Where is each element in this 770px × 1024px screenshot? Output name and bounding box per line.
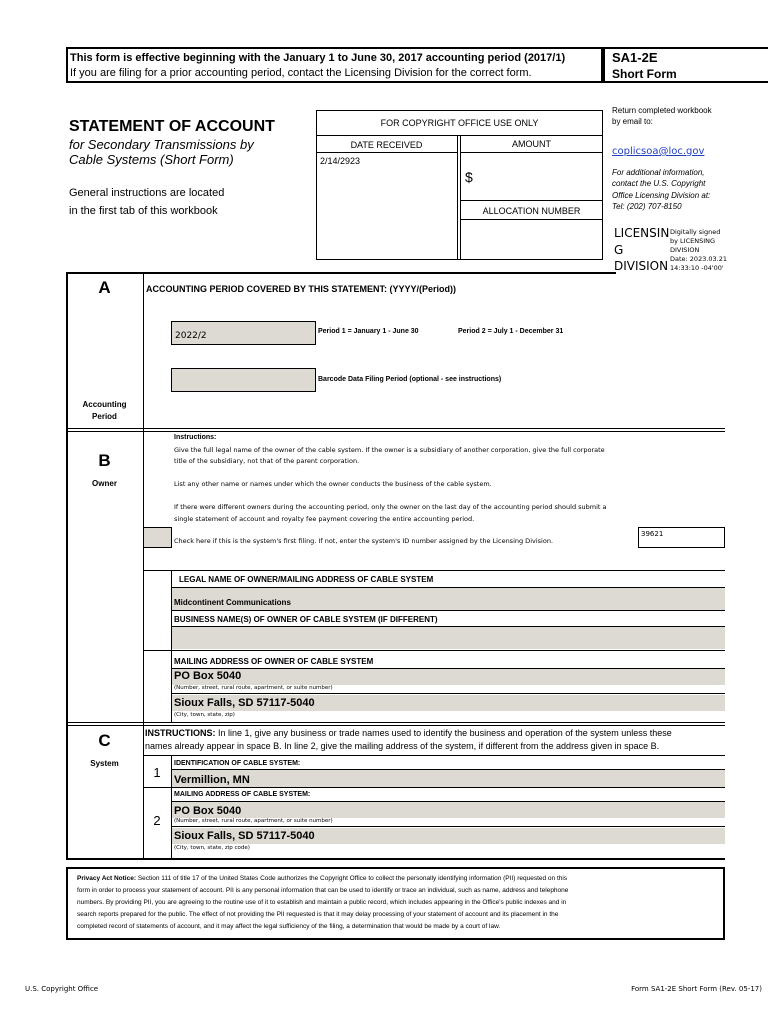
- page-subtitle-2: Cable Systems (Short Form): [69, 152, 234, 167]
- section-c-instructions-line2: names already appear in space B. In line 2, give the mailing address of the system, if different from the address given in space B.: [145, 741, 660, 751]
- system-street-caption: (Number, street, rural route, apartment, or suite number): [174, 818, 333, 824]
- section-c-letter: C: [98, 731, 111, 750]
- form-bottom-border: [66, 858, 725, 860]
- signature-detail-5: 14:33:10 -04'00': [670, 264, 724, 272]
- business-names-heading: BUSINESS NAME(S) OF OWNER OF CABLE SYSTEM (IF DIFFERENT): [174, 615, 438, 624]
- section-c-label: System: [90, 759, 119, 768]
- signature-name-3: DIVISION: [614, 259, 669, 273]
- legal-name-value: Midcontinent Communications: [174, 598, 291, 607]
- header-divider: [603, 47, 605, 83]
- office-use-rule-5: [460, 219, 603, 220]
- amount-dollar-sign: $: [465, 169, 473, 185]
- signature-detail-1: Digitally signed: [670, 228, 721, 236]
- amount-label: AMOUNT: [512, 139, 551, 149]
- privacy-notice-text-1: Section 111 of title 17 of the United States Code authorizes the Copyright Office to collect the personally identifying information (PII) requested on this: [136, 875, 568, 882]
- office-use-divider: [457, 135, 458, 260]
- section-c-rule-3: [143, 787, 725, 788]
- section-a-label-1: Accounting: [82, 400, 127, 409]
- section-b-rule-7: [171, 693, 725, 694]
- signature-detail-2: by LICENSING: [670, 237, 716, 245]
- barcode-period-input[interactable]: [171, 368, 316, 392]
- office-use-divider-2: [460, 135, 461, 260]
- footer-form-revision: Form SA1-2E Short Form (Rev. 05-17): [631, 985, 762, 993]
- section-c-instructions-line1: [145, 728, 672, 738]
- mailing-street-caption: (Number, street, rural route, apartment, or suite number): [174, 685, 333, 691]
- mailing-city-field[interactable]: [172, 695, 725, 711]
- section-b-instr-1a: Give the full legal name of the owner of the cable system. If the owner is a subsidiary of another corporation, give the full corporate: [174, 446, 605, 454]
- mailing-city-value: Sioux Falls, SD 57117-5040: [174, 697, 315, 709]
- return-instruction-2: by email to:: [612, 117, 653, 126]
- privacy-notice-line4: search reports prepared for the public. The effect of not providing the PII requested is that it may delay processing of your statement of account and its placement in the: [77, 911, 559, 918]
- section-b-instr-2: List any other name or names under which the owner conducts the business of the cable system.: [174, 480, 492, 488]
- contact-info-1: For additional information,: [612, 168, 705, 177]
- section-ab-divider-2: [66, 431, 725, 432]
- system-city-caption: (City, town, state, zip code): [174, 845, 250, 851]
- first-filing-checkbox[interactable]: [143, 527, 172, 548]
- system-street-field[interactable]: [172, 802, 725, 818]
- date-received-label: DATE RECEIVED: [350, 140, 423, 150]
- header-top-rule: [603, 47, 768, 49]
- office-use-rule-4: [460, 200, 603, 201]
- allocation-number-label: ALLOCATION NUMBER: [482, 206, 581, 216]
- privacy-notice-line3: numbers. By providing PII, you are agreeing to the routine use of it to establish and maintain a public record, which includes appearing in the Office's public indexes and in: [77, 899, 567, 906]
- section-b-label: Owner: [92, 479, 117, 488]
- mailing-street-value: PO Box 5040: [174, 670, 242, 682]
- general-instructions-2: in the first tab of this workbook: [69, 205, 218, 217]
- system-id-input[interactable]: [638, 527, 725, 548]
- section-bc-divider-2: [66, 725, 725, 726]
- section-b-instructions-title: Instructions:: [174, 434, 217, 441]
- period-1-note: Period 1 = January 1 - June 30: [318, 328, 419, 335]
- effective-notice-line1: This form is effective beginning with the January 1 to June 30, 2017 accounting period (2017/1): [70, 52, 566, 64]
- line-2-number: 2: [153, 813, 161, 828]
- effective-notice-line2: If you are filing for a prior accounting period, contact the Licensing Division for the correct form.: [70, 67, 532, 79]
- office-use-rule-2: [316, 152, 457, 153]
- identification-value: Vermillion, MN: [174, 774, 250, 786]
- section-c-rule-1: [143, 755, 725, 756]
- privacy-notice-line5: completed record of statements of account, and it may affect the legal sufficiency of the filing, a determination that would be made by a court of law.: [77, 923, 501, 930]
- footer-office: U.S. Copyright Office: [25, 985, 99, 993]
- accounting-period-value: 2022/2: [175, 331, 207, 341]
- mailing-street-field[interactable]: [172, 669, 725, 685]
- form-type: Short Form: [612, 67, 677, 81]
- section-a-heading: ACCOUNTING PERIOD COVERED BY THIS STATEMENT: (YYYY/(Period)): [146, 284, 457, 294]
- section-c-rule-5: [171, 826, 725, 827]
- identification-heading: IDENTIFICATION OF CABLE SYSTEM:: [174, 760, 301, 767]
- system-mailing-heading: MAILING ADDRESS OF CABLE SYSTEM:: [174, 791, 311, 798]
- legal-name-field[interactable]: [172, 588, 725, 610]
- contact-info-2: contact the U.S. Copyright: [612, 179, 706, 188]
- signature-name-2: G: [614, 243, 624, 257]
- mailing-address-heading: MAILING ADDRESS OF OWNER OF CABLE SYSTEM: [174, 657, 374, 666]
- system-city-field[interactable]: [172, 828, 725, 844]
- email-link[interactable]: coplicsoa@loc.gov: [612, 146, 705, 157]
- signature-name-1: LICENSIN: [614, 226, 670, 240]
- office-use-header: FOR COPYRIGHT OFFICE USE ONLY: [380, 118, 539, 128]
- section-a-letter: A: [98, 278, 111, 297]
- form-code: SA1-2E: [612, 50, 658, 65]
- section-bc-divider: [66, 722, 725, 723]
- section-b-instr-3b: single statement of account and royalty fee payment covering the entire accounting period.: [174, 515, 475, 523]
- header-bottom-rule: [603, 81, 768, 83]
- privacy-notice-label: Privacy Act Notice:: [77, 875, 137, 882]
- form-left-border: [66, 272, 68, 860]
- section-c-instructions-label: INSTRUCTIONS:: [145, 728, 216, 738]
- section-b-rule-5: [143, 650, 725, 651]
- line-1-number: 1: [153, 765, 161, 780]
- mailing-city-caption: (City, town, state, zip): [174, 712, 235, 718]
- system-street-value: PO Box 5040: [174, 805, 242, 817]
- first-filing-note: Check here if this is the system's first filing. If not, enter the system's ID number assigned by the Licensing Division.: [174, 537, 554, 545]
- section-b-letter: B: [98, 451, 111, 470]
- barcode-period-note: Barcode Data Filing Period (optional - see instructions): [318, 376, 502, 383]
- business-names-field[interactable]: [172, 627, 725, 649]
- section-b-rule-3: [171, 610, 725, 611]
- system-city-value: Sioux Falls, SD 57117-5040: [174, 830, 315, 842]
- section-b-instr-1b: title of the subsidiary, not that of the parent corporation.: [174, 457, 360, 465]
- page-title: STATEMENT OF ACCOUNT: [69, 118, 275, 135]
- privacy-notice-line1: [77, 875, 567, 882]
- form-top-border: [66, 272, 616, 274]
- contact-info-3: Office Licensing Division at:: [612, 191, 711, 200]
- section-b-instr-3a: If there were different owners during the accounting period, only the owner on the last day of the accounting period should submit a: [174, 503, 607, 511]
- page-subtitle-1: for Secondary Transmissions by: [69, 137, 254, 152]
- privacy-notice-line2: form in order to process your statement of account. PII is any personal information that can be used to identify or trace an individual, such as name, address and telephone: [77, 887, 569, 894]
- date-received-value[interactable]: 2/14/2923: [320, 156, 361, 166]
- legal-name-heading: LEGAL NAME OF OWNER/MAILING ADDRESS OF CABLE SYSTEM: [179, 575, 434, 584]
- section-b-rule-1: [143, 570, 725, 571]
- signature-detail-4: Date: 2023.03.21: [670, 255, 728, 263]
- signature-detail-3: DIVISION: [670, 246, 700, 254]
- period-2-note: Period 2 = July 1 - December 31: [458, 328, 564, 335]
- section-ab-divider: [66, 428, 725, 429]
- return-instruction-1: Return completed workbook: [612, 106, 712, 115]
- system-id-value: 39621: [641, 530, 664, 538]
- accounting-period-input[interactable]: [171, 321, 316, 345]
- identification-field[interactable]: [172, 770, 725, 787]
- section-a-label-2: Period: [92, 412, 117, 421]
- contact-info-4: Tel: (202) 707-8150: [612, 202, 682, 211]
- general-instructions-1: General instructions are located: [69, 187, 225, 199]
- office-use-rule-3: [460, 152, 603, 153]
- section-c-instructions-text-1: In line 1, give any business or trade names used to identify the business and operation of the system unless these: [215, 728, 672, 738]
